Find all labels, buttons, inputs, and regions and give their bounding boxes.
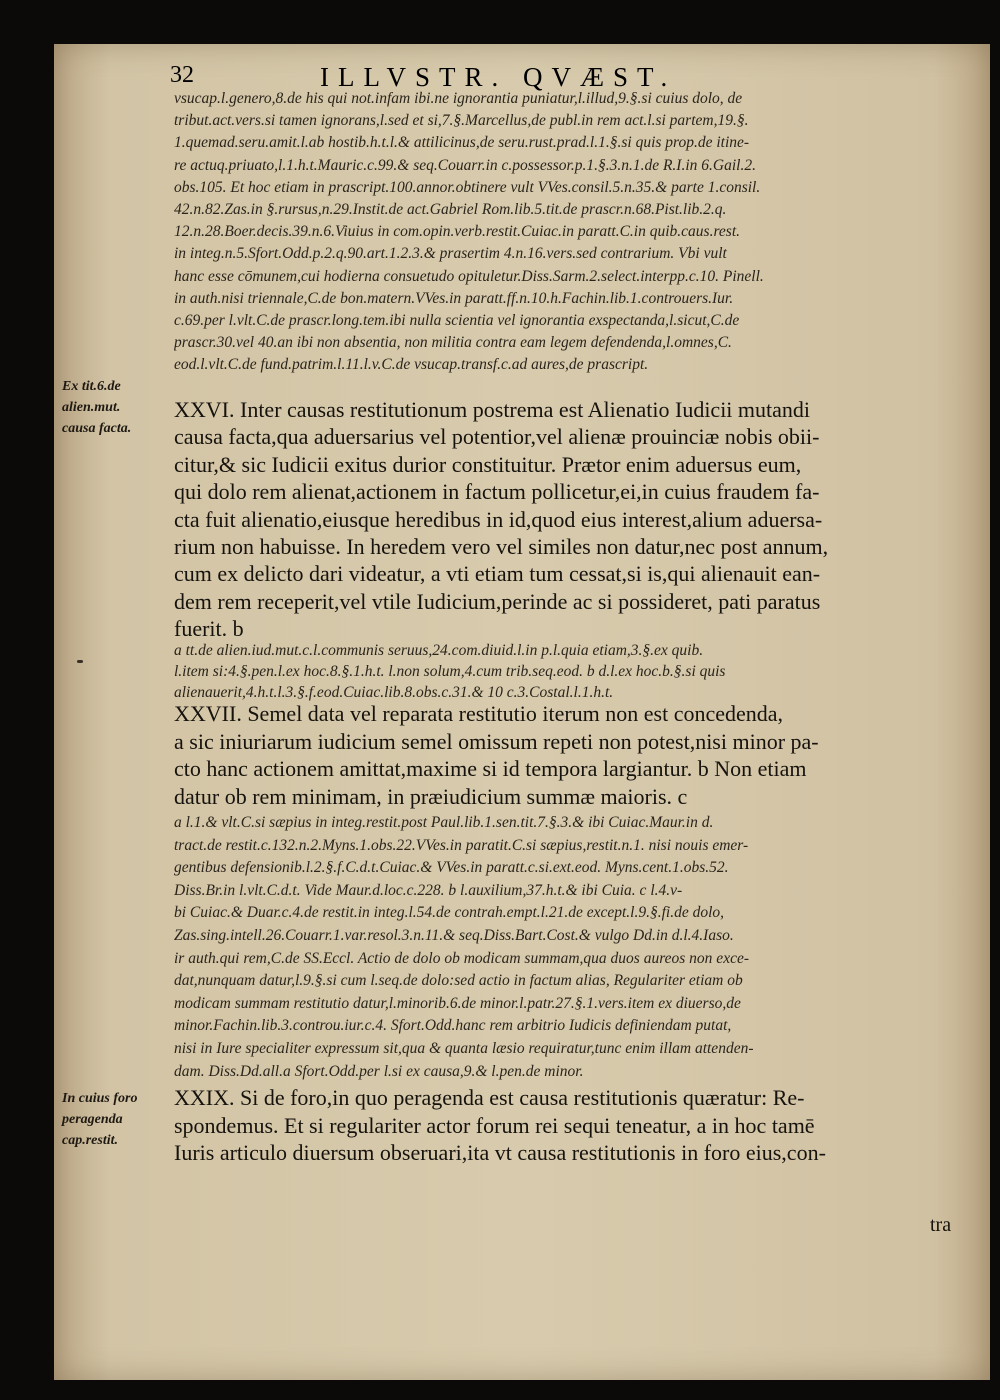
margin-note-line: peragenda	[62, 1112, 123, 1127]
margin-note-line: causa facta.	[62, 421, 132, 436]
footnote-line: vsucap.l.genero,8.de his qui not.infam ibi.ne ignorantia puniatur,l.illud,9.§.si cuius dolo, de	[174, 90, 743, 107]
footnote-line: prascr.30.vel 40.an ibi non absentia, non militia contra eam legem defendenda,l.omnes,C.	[174, 334, 732, 352]
margin-note-forum	[62, 1088, 174, 1151]
body-line: spondemus. Et si regulariter actor forum rei sequi teneatur, a in hoc tamē	[174, 1112, 815, 1138]
body-line: cta fuit alienatio,eiusque heredibus in id,quod eius interest,alium aduersa-	[174, 506, 823, 532]
paragraph-xxvii	[174, 700, 960, 810]
footnote-line: bi Cuiac.& Duar.c.4.de restit.in integ.l.54.de contrah.empt.l.21.de except.l.9.§.fi.de dolo,	[174, 904, 725, 922]
margin-note-line: In cuius foro	[62, 1091, 138, 1106]
footnote-line: a l.1.& vlt.C.si sæpius in integ.restit.post Paul.lib.1.sen.tit.7.§.3.& ibi Cuiac.Maur.in d.	[174, 814, 714, 831]
running-title: ILLVSTR. QVÆST.	[320, 62, 677, 92]
page-number: 32	[170, 62, 194, 88]
footnote-line: Diss.Br.in l.vlt.C.d.t. Vide Maur.d.loc.c.228. b l.auxilium,37.h.t.& ibi Cuia. c l.4.v-	[174, 881, 683, 899]
body-line: XXVI. Inter causas restitutionum postrema est Alienatio Iudicii mutandi	[174, 397, 811, 422]
paragraph-xxix	[174, 1084, 960, 1167]
margin-note-alienatio	[62, 376, 174, 439]
body-line: a sic iniuriarum iudicium semel omissum repeti non potest,nisi minor pa-	[174, 728, 819, 754]
footnote-line: 42.n.82.Zas.in §.rursus,n.29.Instit.de act.Gabriel Rom.lib.5.tit.de prascr.n.68.Pist.lib.2.q.	[174, 200, 727, 218]
ink-smudge	[77, 660, 83, 663]
footnotes-top	[174, 88, 964, 376]
body-line: citur,& sic Iudicii exitus durior constituitur. Prætor enim aduersus eum,	[174, 451, 802, 477]
footnote-line: modicam summam restitutio datur,l.minorib.6.de minor.l.patr.27.§.1.vers.item ex diuerso,de	[174, 994, 741, 1012]
footnote-line: in integ.n.5.Sfort.Odd.p.2.q.90.art.1.2.3.& prasertim 4.n.16.vers.sed contrarium. Vbi vult	[174, 245, 727, 263]
body-line: datur ob rem minimam, in præiudicium summæ maioris. c	[174, 783, 688, 809]
body-line: qui dolo rem alienat,actionem in factum pollicetur,ei,in cuius fraudem fa-	[174, 479, 820, 505]
body-line: fuerit. b	[174, 616, 244, 642]
body-line: XXVII. Semel data vel reparata restitutio iterum non est concedenda,	[174, 701, 784, 726]
footnote-line: l.item si:4.§.pen.l.ex hoc.8.§.1.h.t. l.non solum,4.cum trib.seq.eod. b d.l.ex hoc.b.§.si quis	[174, 663, 726, 680]
paragraph-xxvi	[174, 396, 960, 643]
footnote-line: nisi in Iure specialiter expressum sit,qua & quanta læsio requiratur,tunc enim illam attenden-	[174, 1039, 754, 1057]
footnote-line: dam. Diss.Dd.all.a Sfort.Odd.per l.si ex causa,9.& l.pen.de minor.	[174, 1062, 584, 1080]
footnote-line: obs.105. Et hoc etiam in prascript.100.annor.obtinere vult VVes.consil.5.n.35.& parte 1.consil.	[174, 178, 761, 196]
footnote-line: in auth.nisi triennale,C.de bon.matern.VVes.in paratt.ff.n.10.h.Fachin.lib.1.controuers.Iur.	[174, 289, 734, 307]
footnotes-xxvii	[174, 812, 964, 1083]
margin-note-line: alien.mut.	[62, 400, 121, 415]
body-line: dem rem receperit,vel vtile Iudicium,perinde ac si possideret, pati paratus	[174, 588, 821, 614]
footnote-line: tribut.act.vers.si tamen ignorans,l.sed et si,7.§.Marcellus,de publ.in rem act.l.si partem,19.§.	[174, 112, 749, 130]
body-line: XXIX. Si de foro,in quo peragenda est causa restitutionis quæratur: Re-	[174, 1085, 805, 1110]
footnote-line: ir auth.qui rem,C.de SS.Eccl. Actio de dolo ob modicam summam,qua duos aureos non exce-	[174, 949, 749, 967]
footnote-line: 1.quemad.seru.amit.l.ab hostib.h.t.l.& attilicinus,de seru.rust.prad.l.1.§.si quis prop.de itine-	[174, 134, 750, 152]
body-line: cum ex delicto dari videatur, a vti etiam tum cessat,si is,qui alienauit ean-	[174, 561, 821, 587]
body-line: rium non habuisse. In heredem vero vel similes non datur,nec post annum,	[174, 533, 829, 559]
footnote-line: a tt.de alien.iud.mut.c.l.communis seruus,24.com.diuid.l.in p.l.quia etiam,3.§.ex quib.	[174, 642, 704, 659]
footnote-line: minor.Fachin.lib.3.controu.iur.c.4. Sfort.Odd.hanc rem arbitrio Iudicis definiendam putat,	[174, 1017, 732, 1035]
footnote-line: dat,nunquam datur,l.9.§.si cum l.seq.de dolo:sed actio in factum alias, Regulariter etiam ob	[174, 972, 743, 990]
body-line: cto hanc actionem amittat,maxime si id tempora largiantur. b Non etiam	[174, 756, 807, 781]
footnotes-xxvi	[174, 640, 964, 703]
footnote-line: c.69.per l.vlt.C.de prascr.long.tem.ibi nulla scientia vel ignorantia exspectanda,l.sicut,C.de	[174, 311, 740, 329]
catchword: tra	[930, 1214, 952, 1236]
margin-note-line: cap.restit.	[62, 1133, 118, 1148]
footnote-line: eod.l.vlt.C.de fund.patrim.l.11.l.v.C.de vsucap.transf.c.ad aures,de prascript.	[174, 356, 649, 374]
margin-note-line: Ex tit.6.de	[62, 379, 121, 394]
body-line: Iuris articulo diuersum obseruari,ita vt causa restitutionis in foro eius,con-	[174, 1140, 826, 1165]
footnote-line: hanc esse cōmunem,cui hodierna consuetudo opituletur.Diss.Sarm.2.select.interpp.c.10. Pinell.	[174, 267, 764, 285]
footnote-line: 12.n.28.Boer.decis.39.n.6.Viuius in com.opin.verb.restit.Cuiac.in paratt.C.in quib.caus.rest.	[174, 223, 740, 241]
footnote-line: re actuq.priuato,l.1.h.t.Mauric.c.99.& seq.Couarr.in c.possessor.p.1.§.3.n.1.de R.I.in 6.Gail.2.	[174, 156, 756, 174]
footnote-line: gentibus defensionib.l.2.§.f.C.d.t.Cuiac.& VVes.in paratt.c.si.ext.eod. Myns.cent.1.obs.52.	[174, 859, 729, 877]
footnote-line: alienauerit,4.h.t.l.3.§.f.eod.Cuiac.lib.8.obs.c.31.& 10 c.3.Costal.l.1.h.t.	[174, 684, 614, 701]
footnote-line: tract.de restit.c.132.n.2.Myns.1.obs.22.VVes.in paratit.C.si sæpius,restit.n.1. nisi nouis emer-	[174, 836, 749, 854]
body-line: causa facta,qua aduersarius vel potentior,vel alienæ prouinciæ nobis obii-	[174, 424, 820, 450]
footnote-line: Zas.sing.intell.26.Couarr.1.var.resol.3.n.11.& seq.Diss.Bart.Cost.& vulgo Dd.in d.l.4.Iaso.	[174, 926, 734, 944]
